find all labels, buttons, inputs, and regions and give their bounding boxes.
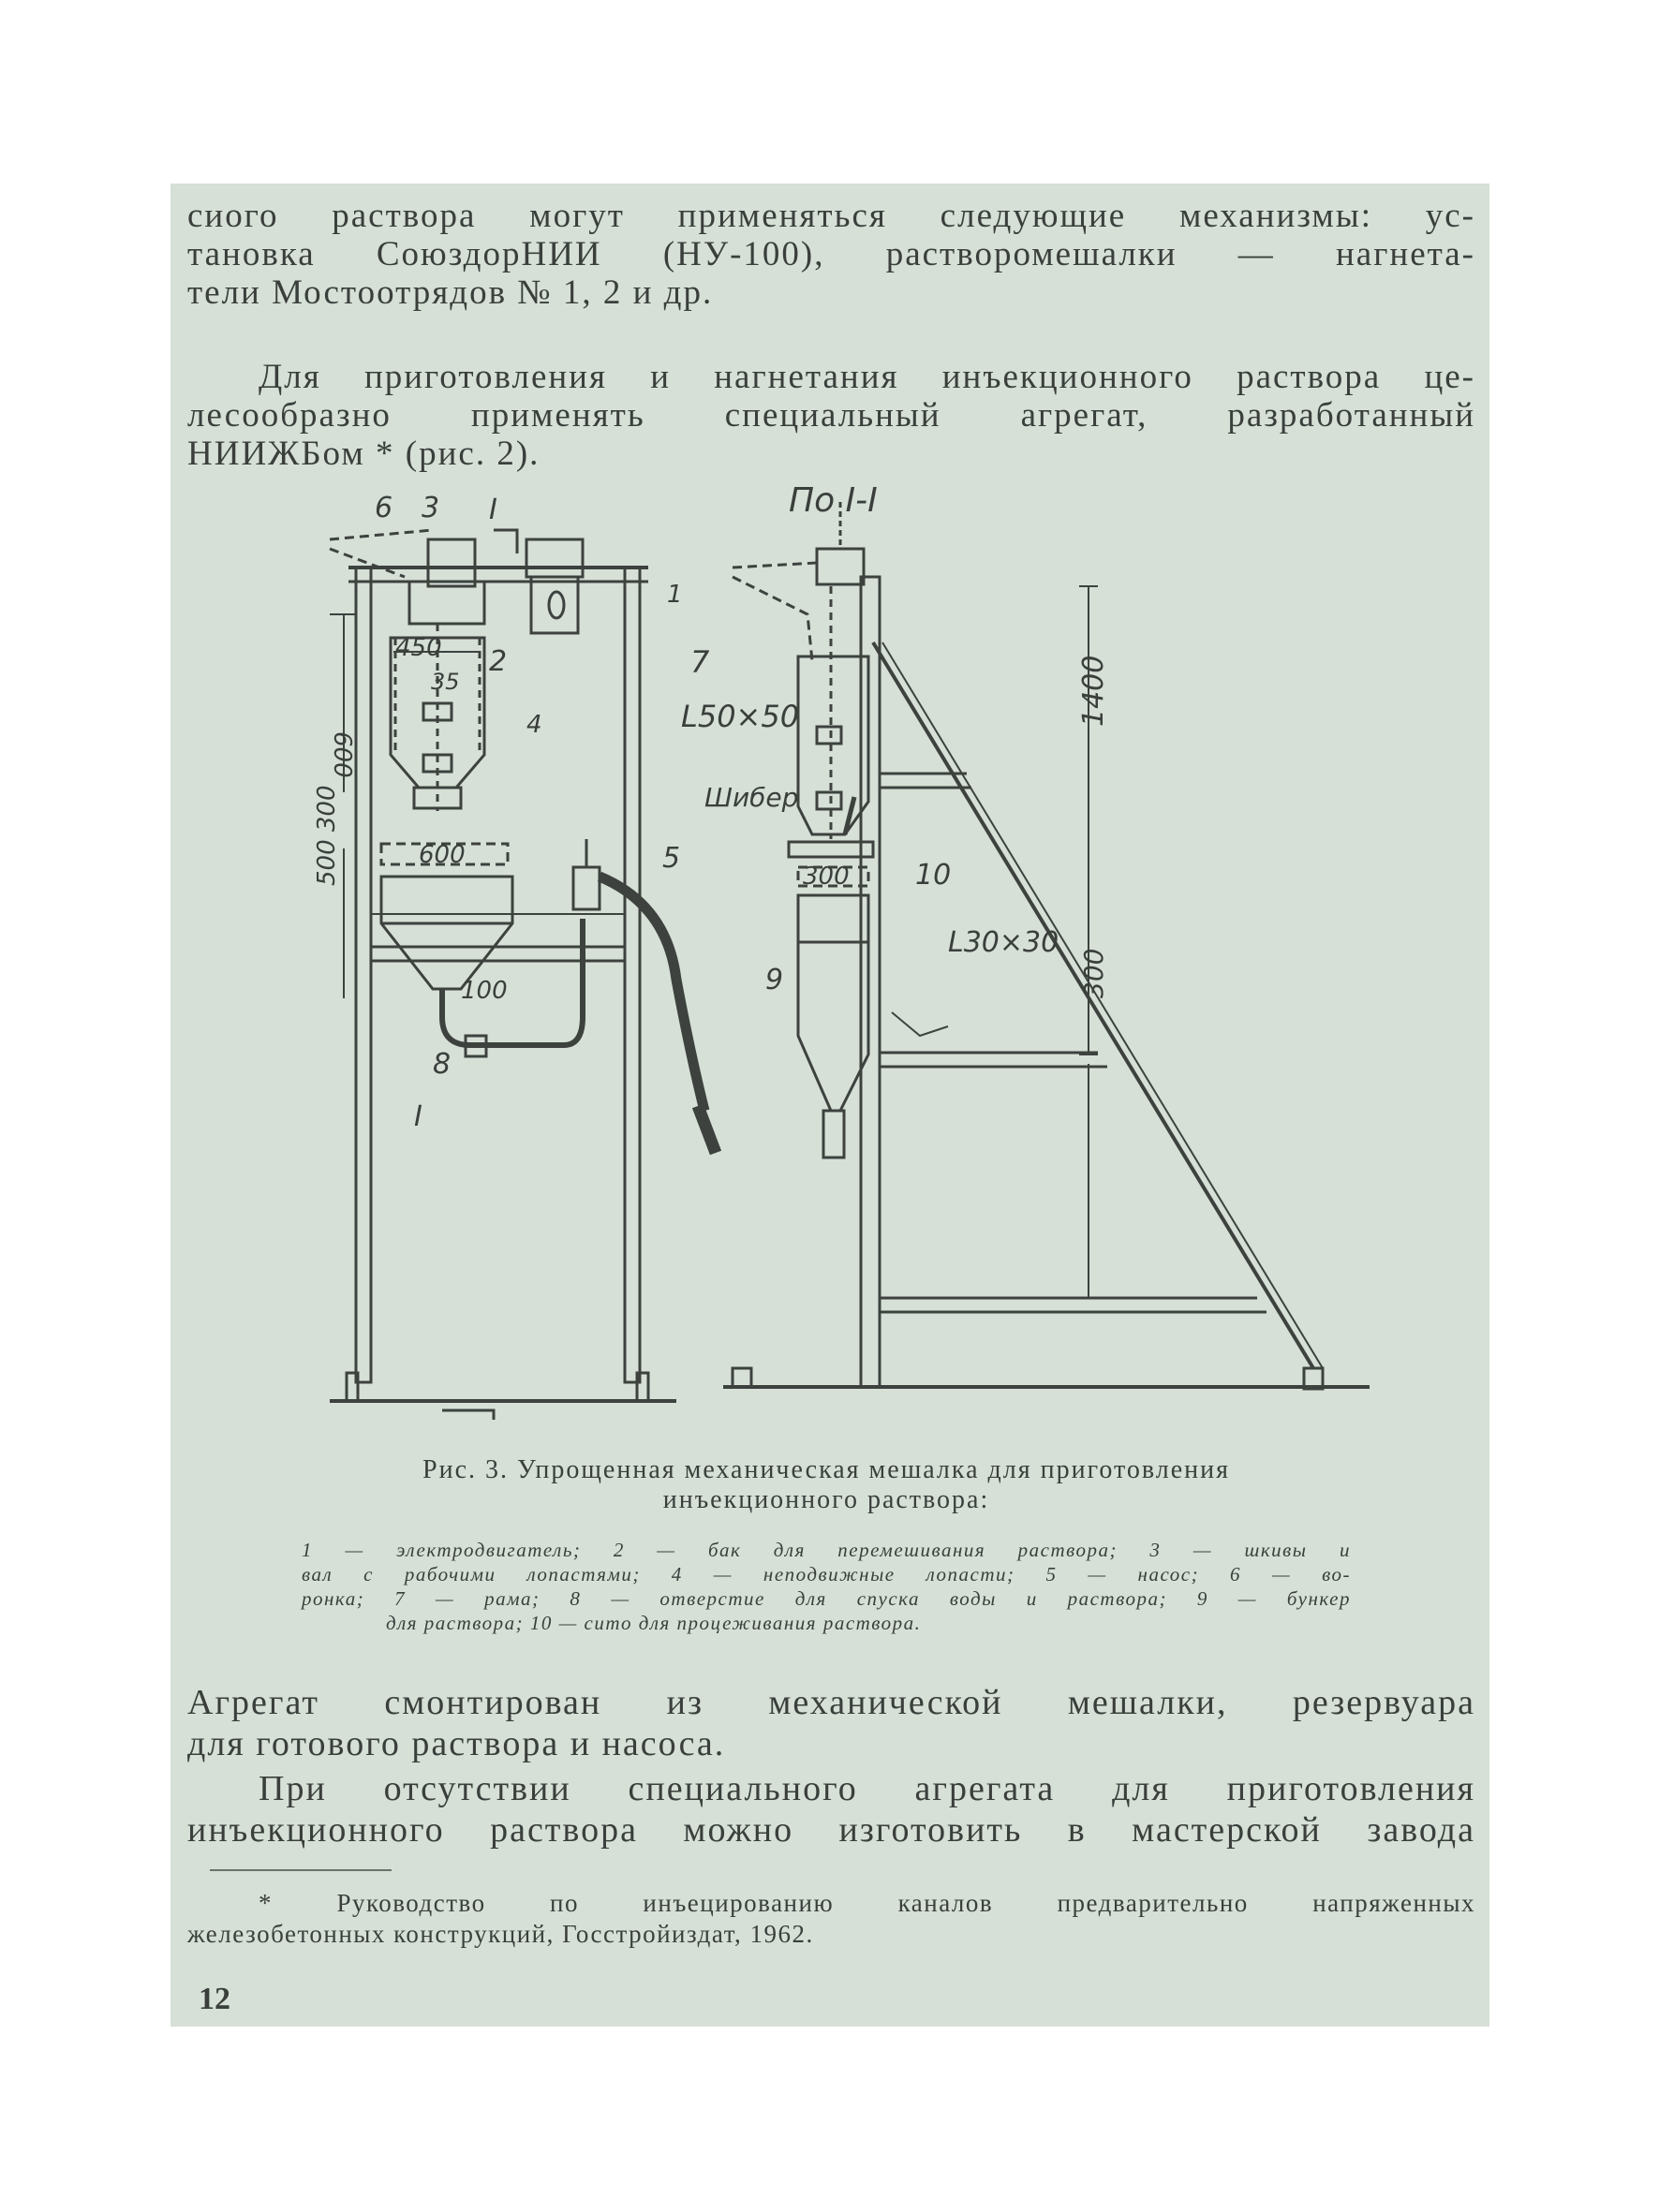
label-section-bottom: I: [414, 1100, 422, 1133]
front-view: [330, 530, 716, 1420]
label-angle-30: L30×30: [948, 926, 1059, 959]
label-6: 6: [375, 492, 393, 524]
p4-line-2: инъекционного раствора можно изготовить в мастерской завода: [187, 1810, 1475, 1850]
label-2: 2: [489, 645, 508, 678]
label-8: 8: [433, 1048, 452, 1081]
paragraph-4: [187, 1768, 1475, 1851]
p1-line-2: тановка СоюздорНИИ (НУ-100), растворомешалки — нагнета-: [187, 235, 1475, 273]
footnote-line-2: железобетонных конструкций, Госстройиздат, 1962.: [187, 1920, 814, 1948]
p2-line-2: лесообразно применять специальный агрегат, разработанный: [187, 396, 1475, 435]
label-shiber: Шибер: [704, 782, 799, 813]
p1-line-3: тели Мостоотрядов № 1, 2 и др.: [187, 273, 714, 312]
book-page: [170, 184, 1489, 2027]
p2-line-1: Для приготовления и нагнетания инъекционного раствора це-: [259, 358, 1475, 396]
dim-300-vertical: 300: [1078, 948, 1109, 998]
legend-line-1: 1 — электродвигатель; 2 — бак для перемешивания раствора; 3 — шкивы и: [302, 1539, 1351, 1561]
figure-legend: [302, 1538, 1351, 1635]
dim-600-vertical: 600: [328, 731, 356, 778]
dim-500-300: 500 300: [313, 785, 341, 886]
dim-600-horizontal: 600: [419, 841, 466, 869]
figure-caption: [302, 1455, 1351, 1515]
dim-450: 450: [395, 634, 442, 662]
footnote: [187, 1888, 1475, 1950]
legend-line-2: вал с рабочими лопастями; 4 — неподвижные лопасти; 5 — насос; 6 — во-: [302, 1563, 1351, 1585]
footnote-separator: [210, 1869, 392, 1871]
legend-line-3: ронка; 7 — рама; 8 — отверстие для спуска воды и раствора; 9 — бункер: [302, 1587, 1351, 1610]
page-number: 12: [199, 1982, 230, 2016]
label-5: 5: [662, 842, 681, 875]
paragraph-3: [187, 1682, 1475, 1764]
p2-line-3: НИИЖБом * (рис. 2).: [187, 435, 541, 473]
legend-line-4: для раствора; 10 — сито для процеживания раствора.: [386, 1612, 922, 1634]
section-title: По I-I: [789, 481, 878, 520]
paragraph-1: [187, 197, 1475, 312]
label-3: 3: [422, 492, 440, 524]
dim-35: 35: [431, 669, 460, 695]
label-section-top: I: [489, 494, 497, 526]
label-7: 7: [690, 644, 710, 680]
caption-line-1: Рис. 3. Упрощенная механическая мешалка для приготовления: [422, 1455, 1230, 1484]
label-10: 10: [915, 859, 952, 892]
label-angle-50: L50×50: [681, 699, 800, 734]
dim-1400: 1400: [1077, 655, 1110, 727]
paragraph-2: [187, 358, 1475, 473]
p1-line-1: сиого раствора могут применяться следующие механизмы: ус-: [187, 197, 1475, 235]
p3-line-1: Агрегат смонтирован из механической мешалки, резервуара: [187, 1683, 1475, 1722]
label-1: 1: [667, 581, 683, 609]
label-4: 4: [526, 711, 542, 739]
label-9: 9: [765, 964, 784, 996]
caption-line-2: инъекционного раствора:: [662, 1485, 990, 1514]
dim-100: 100: [461, 977, 508, 1005]
p4-line-1: При отсутствии специального агрегата для приготовления: [259, 1769, 1475, 1808]
footnote-line-1: * Руководство по инъецированию каналов предварительно напряженных: [259, 1889, 1475, 1917]
p3-line-2: для готового раствора и насоса.: [187, 1724, 726, 1763]
dim-300-horizontal: 300: [803, 863, 850, 891]
